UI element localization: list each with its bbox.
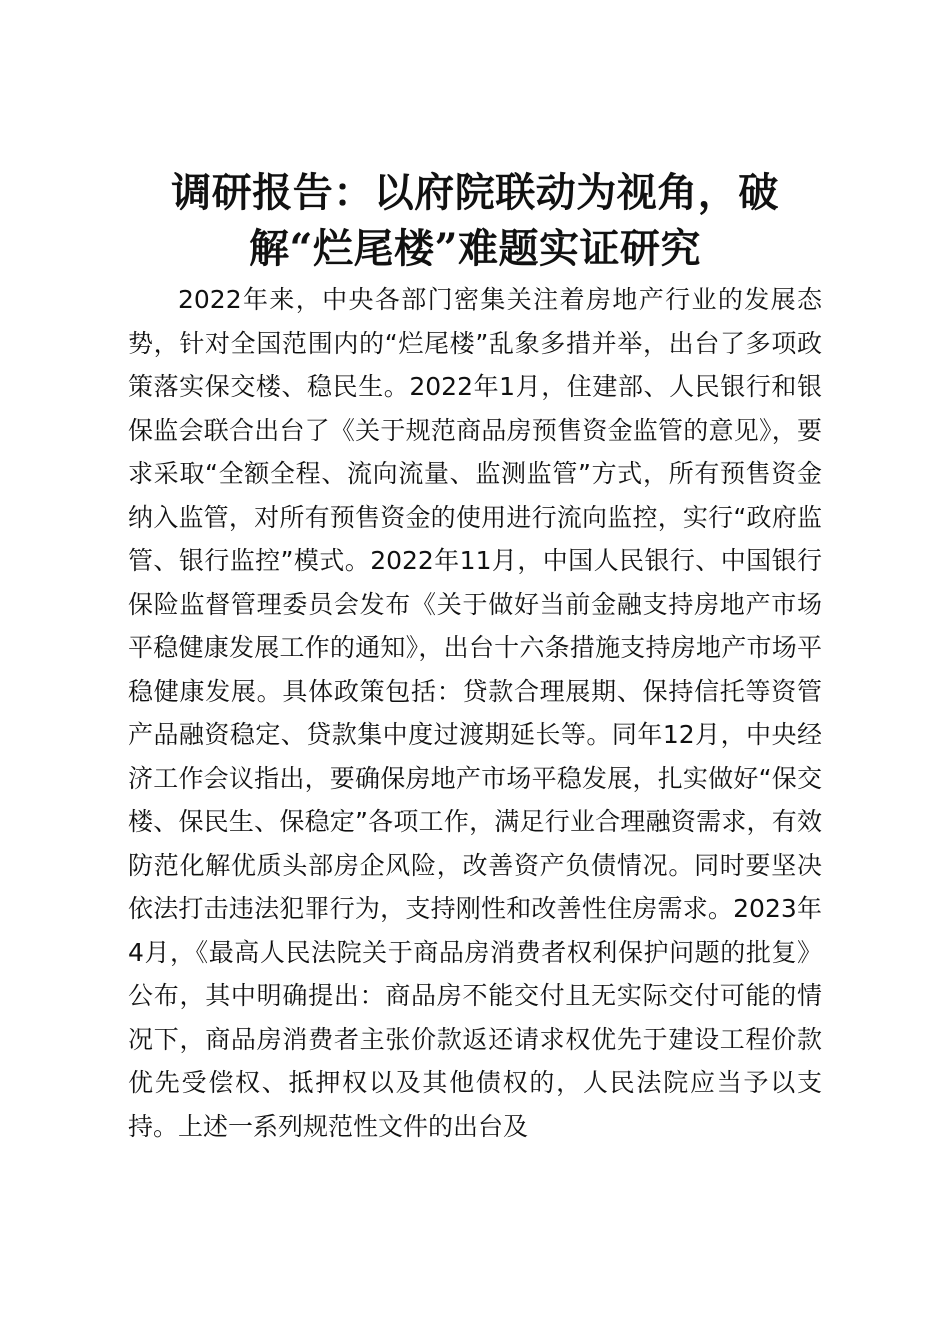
document-title: 调研报告：以府院联动为视角，破解“烂尾楼”难题实证研究 [171,169,779,272]
body-paragraph: 2022年来，中央各部门密集关注着房地产行业的发展态势，针对全国范围内的“烂尾楼”乱象多措并举，出台了多项政策落实保交楼、稳民生。2022年1月，住建部、人民银行和银保监会联合出台了《关于规范商品房预售资金监管的意见》，要求采取“全额全程、流向流量、监测监管”方式，所有预售资金纳入监管，对所有预售资金的使用进行流向监控，实行“政府监管、银行监控”模式。2022年11月，中国人民银行、中国银行保险监督管理委员会发布《关于做好当前金融支持房地产市场平稳健康发展工作的通知》，出台十六条措施支持房地产市场平稳健康发展。具体政策包括：贷款合理展期、保持信托等资管产品融资稳定、贷款集中度过渡期延长等。同年12月，中央经济工作会议指出，要确保房地产市场平稳发展，扎实做好“保交楼、保民生、保稳定”各项工作，满足行业合理融资需求，有效防范化解优质头部房企风险，改善资产负债情况。同时要坚决依法打击违法犯罪行为，支持刚性和改善性住房需求。2023年4月，《最高人民法院关于商品房消费者权利保护问题的批复》公布，其中明确提出：商品房不能交付且无实际交付可能的情况下，商品房消费者主张价款返还请求权优先于建设工程价款优先受偿权、抵押权以及其他债权的，人民法院应当予以支持。上述一系列规范性文件的出台及 [128,285,822,1141]
